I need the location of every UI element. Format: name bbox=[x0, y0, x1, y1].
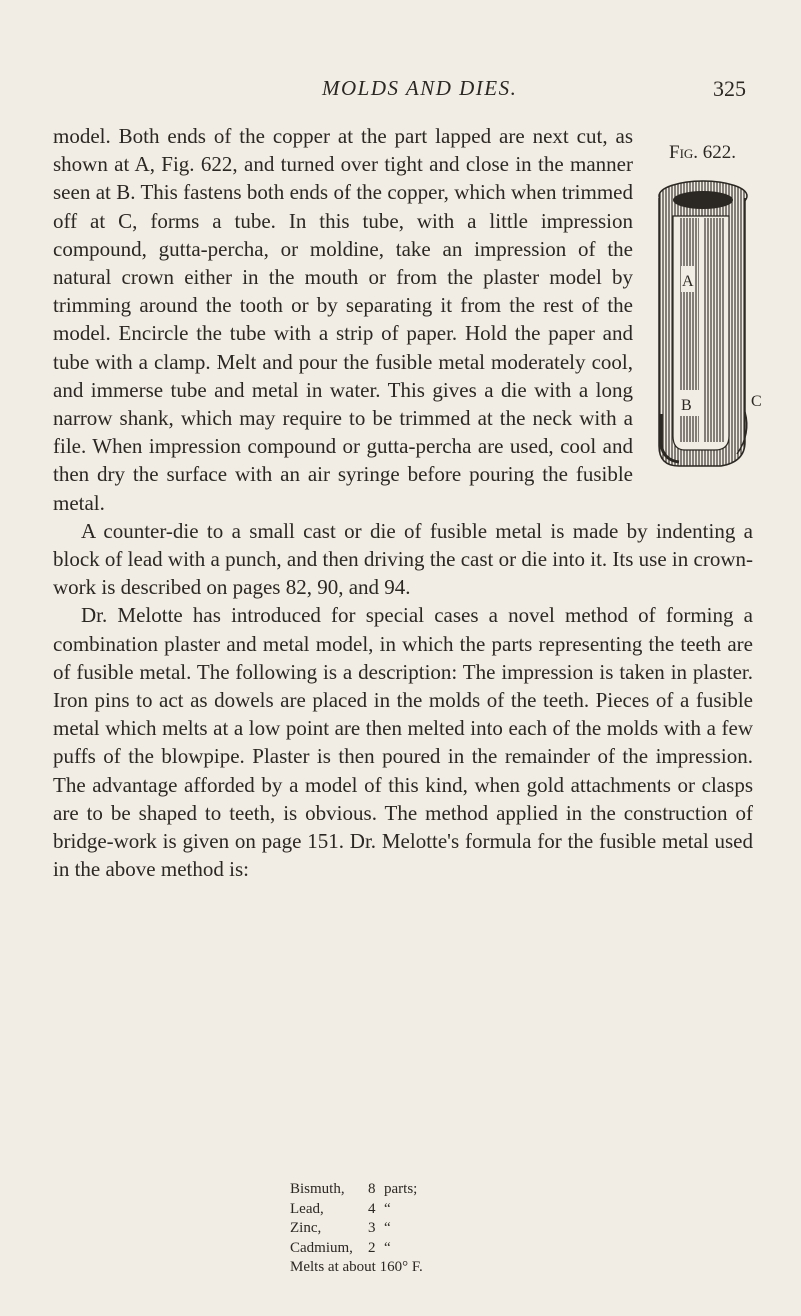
formula-row bbox=[290, 1219, 423, 1239]
ingredient-qty: 3 bbox=[368, 1220, 376, 1236]
ingredient-qty: 4 bbox=[368, 1200, 376, 1217]
formula-row bbox=[290, 1200, 423, 1220]
label-a: A bbox=[682, 273, 694, 290]
page-header bbox=[0, 76, 801, 106]
ingredient-qty: 2 bbox=[368, 1239, 376, 1256]
fusible-metal-formula bbox=[290, 1180, 423, 1278]
paragraph-1: model. Both ends of the copper at the part lapped are next cut, as shown at A, Fig. 622, and turned over tight and close in the manner seen at B. This fastens both ends of the copper, which when trimmed off at C, forms a tube. In this tube, with a little impression compound, gutta-percha, or moldine, take an impression of the natural crown either in the mouth or from the plaster model by trimming around the tooth or by separating it from the rest of the model. Encircle the tube with a strip of paper. Hold the paper and tube with a clamp. Melt and pour the fusible metal moderately cool, and immerse tube and metal in water. This gives a die with a long narrow shank, which may require to be trimmed at the neck with a file. When impression compound or gutta-percha are used, cool and then dry the surface with an air syringe before pouring the fusible metal. bbox=[53, 124, 633, 515]
paragraph-2: A counter-die to a small cast or die of fusible metal is made by indenting a block of lead with a punch, and then driving the cast or die into it. Its use in crown-work is described on pages 82, 90, and 94. bbox=[53, 518, 753, 600]
body-text bbox=[53, 122, 762, 883]
ingredient-unit: “ bbox=[384, 1239, 391, 1256]
ingredient-unit: “ bbox=[384, 1200, 391, 1217]
ingredient-unit: parts; bbox=[384, 1181, 418, 1197]
figure-622 bbox=[641, 142, 769, 488]
ingredient-qty: 8 bbox=[368, 1181, 376, 1197]
copper-tube-illustration bbox=[641, 174, 769, 484]
label-b: B bbox=[681, 397, 692, 414]
ingredient-unit: “ bbox=[384, 1220, 391, 1236]
ingredient-name: Cadmium, bbox=[290, 1239, 353, 1256]
page-number: 325 bbox=[713, 76, 746, 101]
label-c: C bbox=[751, 393, 762, 410]
melting-point-note: Melts at about 160° F. bbox=[290, 1259, 423, 1275]
paragraph-3: Dr. Melotte has introduced for special cases a novel method of forming a combination plaster and metal model, in which the parts representing the teeth are of fusible metal. The following is a description: The impression is taken in plaster. Iron pins to act as dowels are placed in the molds of the teeth. Pieces of a fusible metal which melts at a low point are then melted into each of the molds with a few puffs of the blowpipe. Plaster is then poured in the remainder of the impression. The advantage afforded by a model of this kind, when gold attachments or clasps are to be shaped to teeth, is obvious. The method applied in the construction of bridge-work is given on page 151. Dr. Melotte's formula for the fusible metal used in the above method is: bbox=[53, 603, 753, 882]
running-head: MOLDS AND DIES. bbox=[322, 76, 518, 100]
ingredient-name: Lead, bbox=[290, 1200, 324, 1217]
formula-row bbox=[290, 1180, 423, 1200]
ingredient-name: Bismuth, bbox=[290, 1181, 345, 1197]
figure-caption: Fig. 622. bbox=[669, 142, 737, 163]
formula-row bbox=[290, 1239, 423, 1259]
ingredient-name: Zinc, bbox=[290, 1220, 322, 1236]
